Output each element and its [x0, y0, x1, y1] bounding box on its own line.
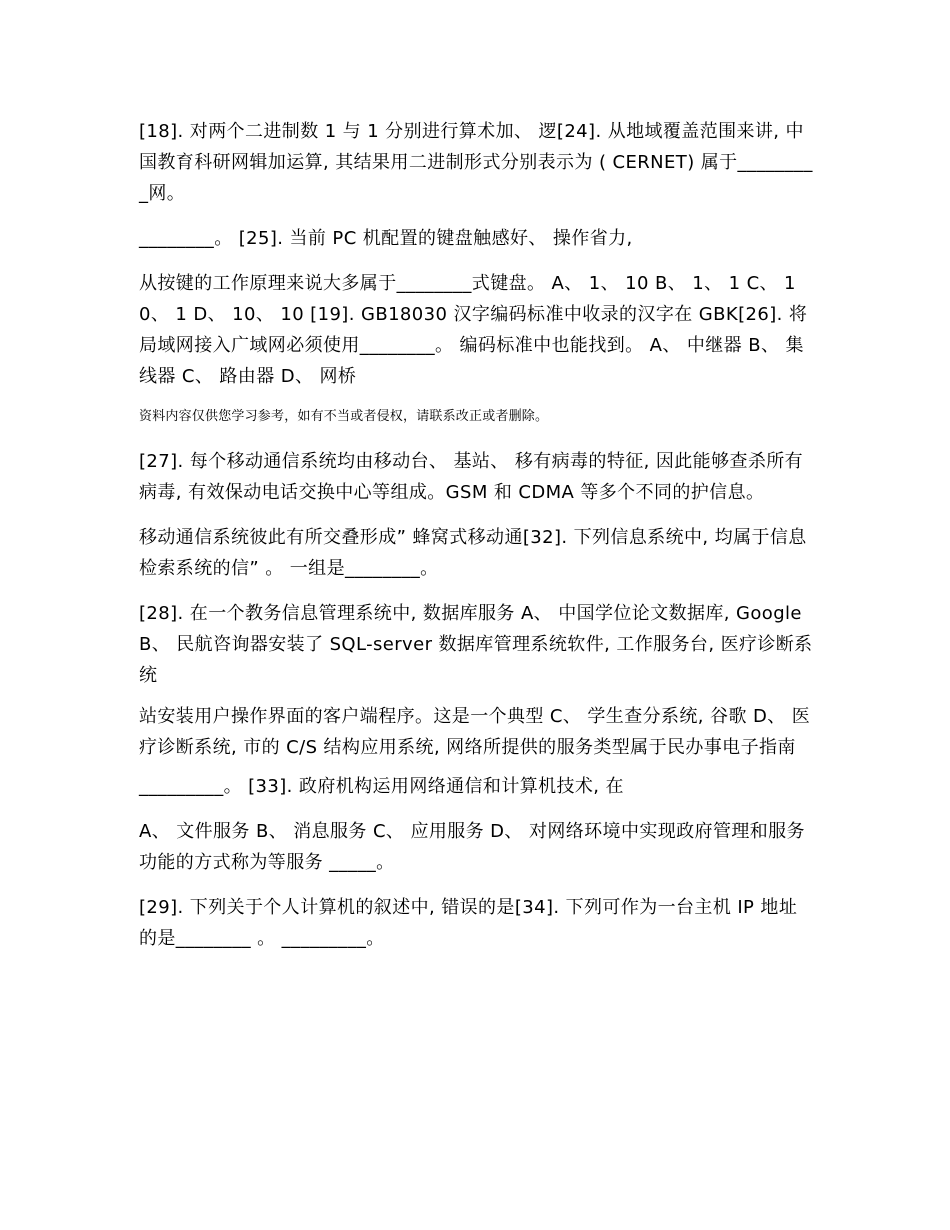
paragraph-q19-q26: 从按键的工作原理来说大多属于________式键盘。 A、 1、 10 B、 1、 1 C、 10、 1 D、 10、 10 [19]. GB18030 汉字编码标准中收录的汉字在 GBK[26]. 将局域网接入广域网必须使用________。 编码标准中也能找到。 A、 中继器 B、 集线器 C、 路由器 D、 网桥	[139, 273, 808, 387]
paragraph-q29-q34: [29]. 下列关于个人计算机的叙述中, 错误的是[34]. 下列可作为一台主机 IP 地址的是________ 。 _________。	[139, 897, 798, 949]
paragraph-q27: [27]. 每个移动通信系统均由移动台、 基站、 移有病毒的特征, 因此能够查杀所有病毒, 有效保动电话交换中心等组成。GSM 和 CDMA 等多个不同的护信息。	[139, 451, 804, 503]
paragraph-options-services: A、 文件服务 B、 消息服务 C、 应用服务 D、 对网络环境中实现政府管理和服务功能的方式称为等服务 _____。	[139, 821, 805, 873]
paragraph-q28: [28]. 在一个教务信息管理系统中, 数据库服务 A、 中国学位论文数据库, Google B、 民航咨询器安装了 SQL-server 数据库管理系统软件, 工作服务台, 医疗诊断系统	[139, 603, 813, 686]
paragraph-q25: ________。 [25]. 当前 PC 机配置的键盘触感好、 操作省力,	[139, 228, 633, 249]
page-content	[139, 116, 815, 968]
paragraph-q33: _________。 [33]. 政府机构运用网络通信和计算机技术, 在	[139, 776, 624, 797]
paragraph-q32: 移动通信系统彼此有所交叠形成” 蜂窝式移动通[32]. 下列信息系统中, 均属于信息检索系统的信” 。 一组是________。	[139, 527, 807, 579]
disclaimer-note: 资料内容仅供您学习参考，如有不当或者侵权，请联系改正或者删除。	[139, 409, 549, 424]
paragraph-q18-q24: [18]. 对两个二进制数 1 与 1 分别进行算术加、 逻[24]. 从地域覆盖范围来讲, 中国教育科研网辑加运算, 其结果用二进制形式分别表示为 ( CERNET) 属于_________网。	[139, 121, 813, 204]
paragraph-cs-structure: 站安装用户操作界面的客户端程序。这是一个典型 C、 学生查分系统, 谷歌 D、 医疗诊断系统, 市的 C/S 结构应用系统, 网络所提供的服务类型属于民办事电子指南	[139, 706, 811, 758]
